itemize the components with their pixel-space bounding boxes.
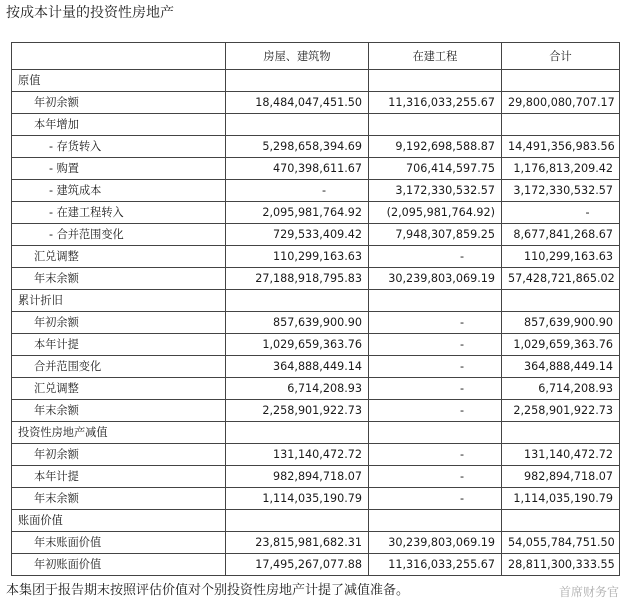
cell-construction: (2,095,981,764.92) xyxy=(369,202,502,224)
cell-total: 14,491,356,983.56 xyxy=(502,136,620,158)
cell-buildings: 6,714,208.93 xyxy=(226,378,369,400)
cell-buildings: - xyxy=(226,180,369,202)
header-cell-total: 合计 xyxy=(502,43,620,70)
cell-construction: 3,172,330,532.57 xyxy=(369,180,502,202)
header-cell-construction: 在建工程 xyxy=(369,43,502,70)
row-label: 年末余额 xyxy=(12,268,226,290)
table-row xyxy=(12,70,620,92)
table-body xyxy=(12,70,620,576)
table-row xyxy=(12,488,620,510)
table-row xyxy=(12,224,620,246)
row-label: 本年增加 xyxy=(12,114,226,136)
table-row xyxy=(12,312,620,334)
cell-total xyxy=(502,422,620,444)
cell-construction xyxy=(369,510,502,532)
cell-buildings: 982,894,718.07 xyxy=(226,466,369,488)
table-row xyxy=(12,400,620,422)
cell-total: 131,140,472.72 xyxy=(502,444,620,466)
cell-construction: 30,239,803,069.19 xyxy=(369,532,502,554)
cell-buildings: 364,888,449.14 xyxy=(226,356,369,378)
row-label: 原值 xyxy=(12,70,226,92)
cell-buildings: 2,095,981,764.92 xyxy=(226,202,369,224)
row-label: 累计折旧 xyxy=(12,290,226,312)
cell-buildings: 729,533,409.42 xyxy=(226,224,369,246)
table-row xyxy=(12,246,620,268)
row-label: 年末余额 xyxy=(12,400,226,422)
row-label: 年初余额 xyxy=(12,444,226,466)
cell-buildings: 857,639,900.90 xyxy=(226,312,369,334)
cell-total xyxy=(502,70,620,92)
cell-buildings: 23,815,981,682.31 xyxy=(226,532,369,554)
cell-buildings: 131,140,472.72 xyxy=(226,444,369,466)
header-row xyxy=(12,43,620,70)
table-row xyxy=(12,92,620,114)
row-label: 年初余额 xyxy=(12,92,226,114)
cell-construction: - xyxy=(369,246,502,268)
cell-buildings xyxy=(226,510,369,532)
table-row xyxy=(12,378,620,400)
cell-buildings xyxy=(226,290,369,312)
cell-construction: - xyxy=(369,444,502,466)
row-label: - 购置 xyxy=(12,158,226,180)
header-cell-label xyxy=(12,43,226,70)
cell-construction: - xyxy=(369,378,502,400)
cell-total: 6,714,208.93 xyxy=(502,378,620,400)
table-row xyxy=(12,356,620,378)
cell-construction: 30,239,803,069.19 xyxy=(369,268,502,290)
cell-construction xyxy=(369,422,502,444)
cell-construction: 11,316,033,255.67 xyxy=(369,554,502,576)
cell-construction: 9,192,698,588.87 xyxy=(369,136,502,158)
cell-total xyxy=(502,114,620,136)
row-label: 投资性房地产减值 xyxy=(12,422,226,444)
table-row xyxy=(12,334,620,356)
cell-construction: 7,948,307,859.25 xyxy=(369,224,502,246)
table-row xyxy=(12,114,620,136)
cell-construction: 706,414,597.75 xyxy=(369,158,502,180)
cell-total: - xyxy=(502,202,620,224)
footer-note: 本集团于报告期末按照评估价值对个别投资性房地产计提了减值准备。 xyxy=(6,583,410,598)
cell-buildings: 17,495,267,077.88 xyxy=(226,554,369,576)
table-row xyxy=(12,158,620,180)
table-row xyxy=(12,532,620,554)
cell-total: 364,888,449.14 xyxy=(502,356,620,378)
row-label: 汇兑调整 xyxy=(12,378,226,400)
cell-total: 1,114,035,190.79 xyxy=(502,488,620,510)
cell-total: 110,299,163.63 xyxy=(502,246,620,268)
cell-buildings: 2,258,901,922.73 xyxy=(226,400,369,422)
cell-total: 57,428,721,865.02 xyxy=(502,268,620,290)
table-row xyxy=(12,268,620,290)
table-row xyxy=(12,510,620,532)
cell-construction xyxy=(369,114,502,136)
cell-construction: - xyxy=(369,334,502,356)
row-label: - 存货转入 xyxy=(12,136,226,158)
cell-buildings: 110,299,163.63 xyxy=(226,246,369,268)
cell-construction: 11,316,033,255.67 xyxy=(369,92,502,114)
cell-construction: - xyxy=(369,400,502,422)
investment-property-table xyxy=(11,42,620,576)
row-label: - 在建工程转入 xyxy=(12,202,226,224)
cell-total: 8,677,841,268.67 xyxy=(502,224,620,246)
row-label: 年初余额 xyxy=(12,312,226,334)
cell-construction: - xyxy=(369,312,502,334)
table-row xyxy=(12,444,620,466)
cell-construction: - xyxy=(369,466,502,488)
row-label: 年末余额 xyxy=(12,488,226,510)
cell-total: 1,029,659,363.76 xyxy=(502,334,620,356)
table-row xyxy=(12,180,620,202)
cell-buildings: 1,114,035,190.79 xyxy=(226,488,369,510)
table-row xyxy=(12,202,620,224)
cell-total: 857,639,900.90 xyxy=(502,312,620,334)
cell-buildings: 1,029,659,363.76 xyxy=(226,334,369,356)
table-row xyxy=(12,422,620,444)
cell-buildings: 27,188,918,795.83 xyxy=(226,268,369,290)
cell-buildings xyxy=(226,114,369,136)
row-label: 汇兑调整 xyxy=(12,246,226,268)
cell-total xyxy=(502,290,620,312)
table-row xyxy=(12,136,620,158)
table-row xyxy=(12,290,620,312)
row-label: 合并范围变化 xyxy=(12,356,226,378)
cell-buildings xyxy=(226,70,369,92)
cell-total xyxy=(502,510,620,532)
cell-total: 29,800,080,707.17 xyxy=(502,92,620,114)
cell-buildings xyxy=(226,422,369,444)
cell-buildings: 470,398,611.67 xyxy=(226,158,369,180)
table-row xyxy=(12,554,620,576)
cell-total: 2,258,901,922.73 xyxy=(502,400,620,422)
row-label: 年末账面价值 xyxy=(12,532,226,554)
row-label: - 合并范围变化 xyxy=(12,224,226,246)
header-cell-buildings: 房屋、建筑物 xyxy=(226,43,369,70)
page-title: 按成本计量的投资性房地产 xyxy=(6,5,174,21)
row-label: - 建筑成本 xyxy=(12,180,226,202)
table-row xyxy=(12,466,620,488)
cell-buildings: 5,298,658,394.69 xyxy=(226,136,369,158)
cell-total: 1,176,813,209.42 xyxy=(502,158,620,180)
watermark: 首席财务官 xyxy=(558,585,619,599)
cell-construction xyxy=(369,290,502,312)
cell-construction: - xyxy=(369,356,502,378)
cell-buildings: 18,484,047,451.50 xyxy=(226,92,369,114)
cell-total: 3,172,330,532.57 xyxy=(502,180,620,202)
cell-construction: - xyxy=(369,488,502,510)
row-label: 本年计提 xyxy=(12,466,226,488)
cell-total: 982,894,718.07 xyxy=(502,466,620,488)
cell-total: 28,811,300,333.55 xyxy=(502,554,620,576)
row-label: 本年计提 xyxy=(12,334,226,356)
row-label: 账面价值 xyxy=(12,510,226,532)
row-label: 年初账面价值 xyxy=(12,554,226,576)
cell-construction xyxy=(369,70,502,92)
cell-total: 54,055,784,751.50 xyxy=(502,532,620,554)
